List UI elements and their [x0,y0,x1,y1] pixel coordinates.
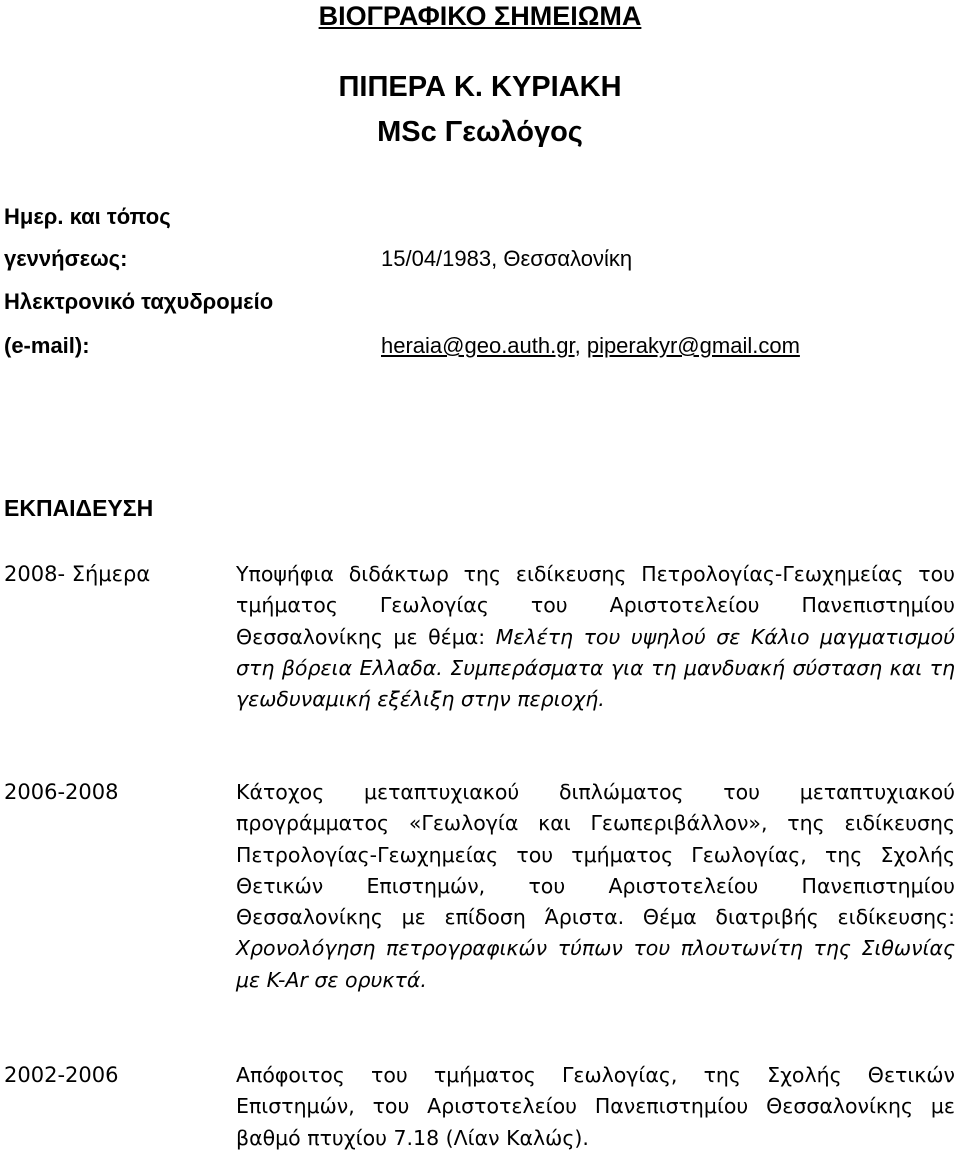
entry-text [236,559,955,715]
email-link-1[interactable]: heraia@geo.auth.gr [381,333,575,358]
person-degree: MSc Γεωλόγος [377,116,583,148]
birth-label-line1: Ημερ. και τόπος [4,204,171,229]
entry-text [236,1060,955,1154]
entry-period: 2002-2006 [4,1063,119,1087]
entry-description: Υποψήφια διδάκτωρ της ειδίκευσης Πετρολογίας-Γεωχημείας του τμήματος Γεωλογίας του Αριστοτελείου Πανεπιστημίου Θεσσαλονίκης με θέμα: [236,562,955,649]
entry-description: Κάτοχος μεταπτυχιακού διπλώματος του μεταπτυχιακού προγράμματος «Γεωλογία και Γεωπεριβάλλον», της ειδίκευσης Πετρολογίας-Γεωχημείας του τμήματος Γεωλογίας, της Σχολής Θετικών Επιστημών, του Αριστοτελείου Πανεπιστημίου Θεσσαλονίκης με επίδοση Άριστα. Θέμα διατριβής ειδίκευσης: [236,780,955,930]
entry-description: Απόφοιτος του τμήματος Γεωλογίας, της Σχολής Θετικών Επιστημών, του Αριστοτελείου Πανεπιστημίου Θεσσαλονίκης με βαθμό πτυχίου 7.18 (Λίαν Καλώς). [236,1063,955,1150]
entry-period: 2006-2008 [4,780,119,804]
email-value [381,332,800,360]
education-heading: ΕΚΠΑΙΔΕΥΣΗ [4,495,154,521]
person-name: ΠΙΠΕΡΑ Κ. ΚΥΡΙΑΚΗ [338,71,622,103]
birth-value: 15/04/1983, Θεσσαλονίκη [381,246,633,271]
email-link-2[interactable]: piperakyr@gmail.com [586,333,800,358]
email-label-line2: (e-mail): [4,333,90,358]
email-separator: , [574,333,587,358]
entry-thesis-title: Μελέτη του υψηλού σε Κάλιο μαγματισμού στη βόρεια Ελλαδα. Συμπεράσματα για τη μανδυακή σύσταση και τη γεωδυναμική εξέλιξη στην περιοχή. [236,624,955,712]
document-title: ΒΙΟΓΡΑΦΙΚΟ ΣΗΜΕΙΩΜΑ [318,1,642,31]
entry-text [236,777,955,996]
email-label-line1: Ηλεκτρονικό ταχυδρομείο [4,289,274,314]
entry-thesis-title: Χρονολόγηση πετρογραφικών τύπων του πλουτωνίτη της Σιθωνίας με K-Ar σε ορυκτά. [236,936,955,992]
entry-period: 2008- Σήμερα [4,562,151,586]
birth-label-line2: γεννήσεως: [4,246,128,271]
